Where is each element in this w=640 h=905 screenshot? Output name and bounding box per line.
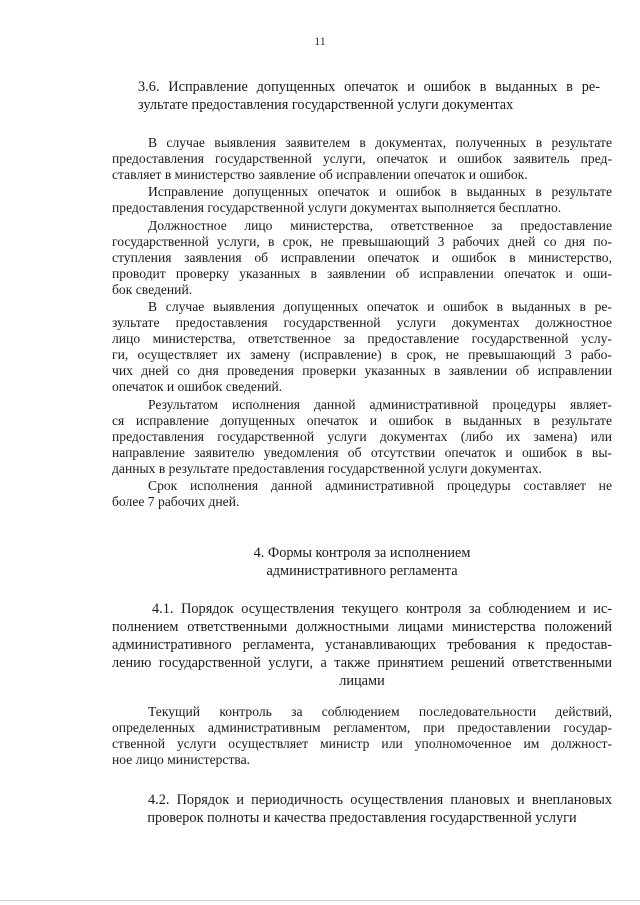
text-line: опечаток и ошибок сведений. (112, 379, 283, 395)
text-line: государственной услуги, в срок, не превышающий 3 рабочих дней со дня по- (112, 234, 612, 250)
paragraph (112, 184, 612, 216)
text-line: В случае выявления допущенных опечаток и ошибок в выданных в ре- (148, 299, 612, 314)
paragraph (112, 299, 612, 396)
bottom-rule (0, 900, 640, 901)
text-line: проводит проверку указанных в заявлении об исправлении опечаток и оши- (112, 266, 612, 282)
text-line: чих дней со дня проведения проверки указанных в заявлении об исправлении (112, 363, 612, 379)
text-line: лицо министерства, ответственное за предоставление государственной услу- (112, 331, 612, 347)
text-line: Исправление допущенных опечаток и ошибок в выданных в результате (148, 184, 612, 199)
heading-line: зультате предоставления государственной услуги документах (138, 97, 514, 113)
text-line: ги, осуществляет их замену (исправление) в срок, не превышающий 3 рабо- (112, 347, 612, 363)
text-line: Текущий контроль за соблюдением последовательности действий, (148, 704, 612, 719)
text-line: ное лицо министерства. (112, 752, 251, 768)
heading-line: лицами (339, 673, 385, 689)
text-line: данных в результате предоставления государственной услуги документах. (112, 461, 542, 477)
section-3-6-heading (138, 78, 600, 114)
page-number: 11 (314, 34, 326, 48)
text-line: зультате предоставления государственной услуги документах должностное (112, 315, 612, 331)
paragraph (112, 704, 612, 768)
heading-line: лению государственной услуги, а также принятием решений ответственными (112, 655, 612, 671)
text-line: ставляет в министерство заявление об исправлении опечаток и ошибок. (112, 167, 528, 183)
text-line: предоставления государственной услуги, опечаток и ошибок заявитель пред- (112, 151, 612, 167)
text-line: ся исправление допущенных опечаток и ошибок в выданных в результате (112, 413, 612, 429)
text-line: бок сведений. (112, 282, 193, 298)
text-line: направление заявителю уведомления об отсутствии опечаток и ошибок в вы- (112, 445, 612, 461)
heading-line: 4.1. Порядок осуществления текущего контроля за соблюдением и ис- (152, 601, 612, 617)
paragraph (112, 397, 612, 477)
text-line: ступления заявления об исправлении опечаток и ошибок в министерство, (112, 250, 612, 266)
heading-line: 4. Формы контроля за исполнением (253, 545, 471, 561)
section-4-2-heading (112, 791, 612, 827)
text-line: предоставления государственной услуги документах выполняется бесплатно. (112, 200, 562, 216)
text-line: Срок исполнения данной административной процедуры составляет не (148, 478, 612, 493)
text-line: ственной услуги осуществляет министр или уполномоченное им должност- (112, 736, 612, 752)
heading-line: полнением ответственными должностными лицами министерства положений (112, 619, 612, 635)
heading-line: административного регламента, устанавливающих требования к предостав- (112, 637, 612, 653)
heading-line: административного регламента (266, 563, 458, 579)
paragraph (112, 218, 612, 298)
text-line: более 7 рабочих дней. (112, 494, 240, 510)
heading-line: 4.2. Порядок и периодичность осуществления плановых и внеплановых (148, 792, 612, 808)
paragraph (112, 135, 612, 183)
paragraph (112, 478, 612, 510)
heading-line: проверок полноты и качества предоставления государственной услуги (147, 810, 577, 826)
section-4-heading (112, 544, 612, 580)
text-line: В случае выявления заявителем в документах, полученных в результате (148, 135, 612, 150)
section-4-1-heading (112, 600, 612, 690)
text-line: предоставления государственной услуги документах (либо их замена) или (112, 429, 612, 445)
text-line: определенных административным регламентом, при предоставлении государ- (112, 720, 612, 736)
heading-line: 3.6. Исправление допущенных опечаток и ошибок в выданных в ре- (138, 79, 600, 95)
text-line: Результатом исполнения данной административной процедуры являет- (148, 397, 612, 412)
text-line: Должностное лицо министерства, ответственное за предоставление (148, 218, 612, 233)
